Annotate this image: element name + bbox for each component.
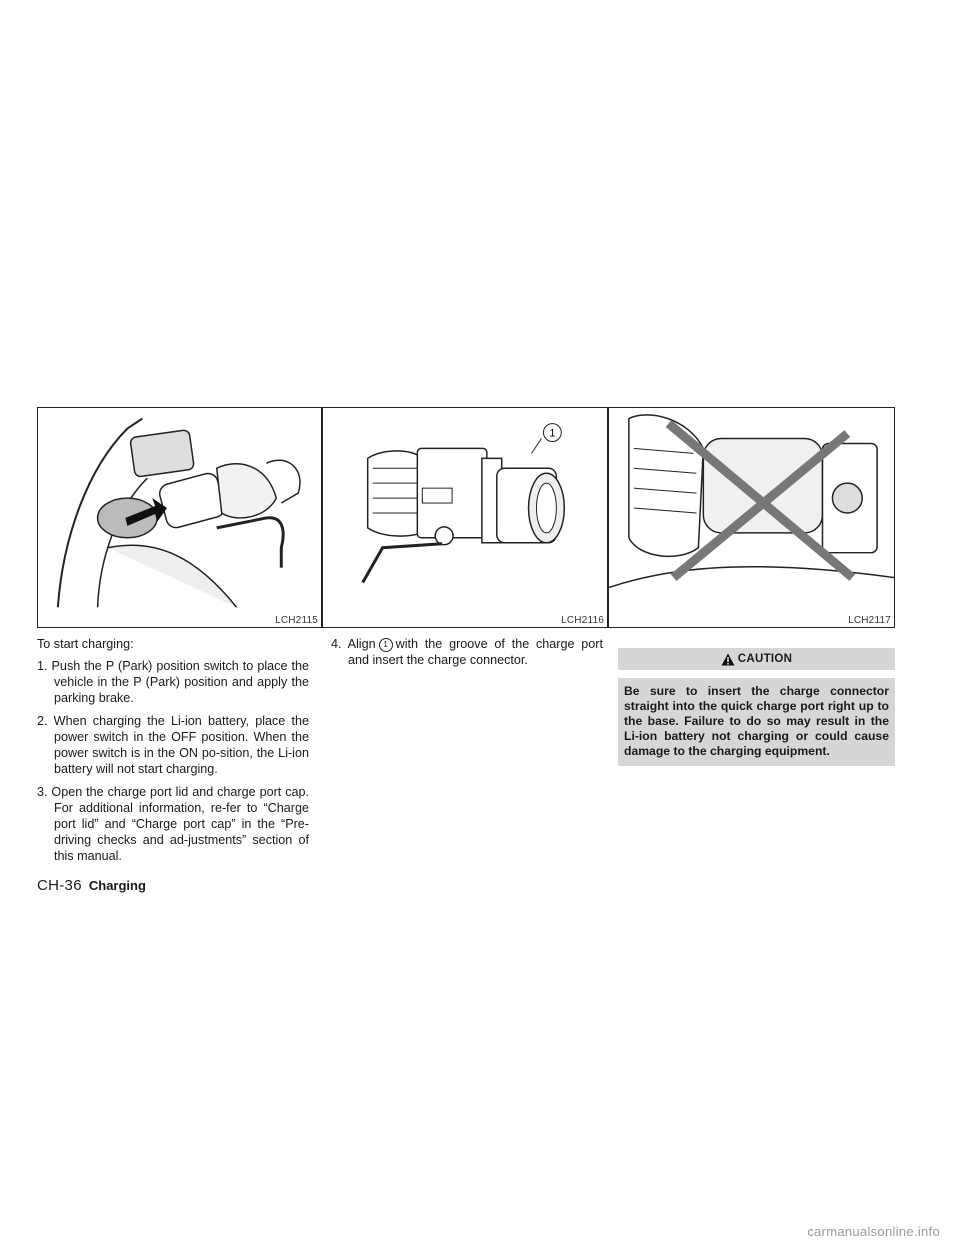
callout-marker: 1 bbox=[379, 638, 393, 652]
caution-header bbox=[618, 648, 895, 670]
step-4-prefix: 4. Align bbox=[331, 637, 376, 651]
watermark: carmanualsonline.info bbox=[807, 1224, 940, 1239]
incorrect-angled-insertion-illustration bbox=[609, 408, 894, 608]
page-footer bbox=[37, 877, 146, 894]
instructions-column-1 bbox=[37, 636, 309, 871]
section-name: Charging bbox=[88, 878, 146, 893]
figure-code: LCH2117 bbox=[848, 615, 891, 626]
instruction-step-2: 2. When charging the Li-ion battery, place the power switch in the OFF position. When the power switch is in the ON po-sition, the Li-ion battery will not start charging. bbox=[37, 714, 309, 776]
figure-charge-connector-insert bbox=[37, 407, 322, 628]
charge-connector-detail-illustration bbox=[323, 408, 607, 608]
charge-connector-insert-illustration bbox=[38, 408, 321, 608]
caution-column bbox=[618, 636, 895, 766]
page-number: CH-36 bbox=[37, 877, 82, 894]
callout-number: 1 bbox=[549, 427, 556, 440]
instruction-step-3: 3. Open the charge port lid and charge port cap. For additional information, re-fer to “Charge port lid” and “Charge port cap” in the “Pre-driving checks and ad-justments” section of this manual. bbox=[37, 785, 309, 863]
instruction-step-4 bbox=[331, 636, 603, 668]
figure-code: LCH2116 bbox=[561, 615, 604, 626]
instructions-column-2 bbox=[331, 636, 603, 675]
figure-incorrect-insertion bbox=[608, 407, 895, 628]
step-4-text: with the groove of the charge port and insert the charge connector. bbox=[348, 637, 603, 667]
figure-charge-connector-detail bbox=[322, 407, 608, 628]
caution-text: Be sure to insert the charge connector straight into the quick charge port right up to the base. Failure to do so may result in the Li-ion battery not charging or could cause damage to the charging equipment. bbox=[618, 678, 895, 766]
instruction-step-1: 1. Push the P (Park) position switch to place the vehicle in the P (Park) position and apply the parking brake. bbox=[37, 659, 309, 705]
instructions-intro: To start charging: bbox=[37, 637, 134, 651]
warning-triangle-icon bbox=[721, 653, 735, 666]
figure-code: LCH2115 bbox=[275, 615, 318, 626]
caution-title: CAUTION bbox=[737, 653, 793, 665]
